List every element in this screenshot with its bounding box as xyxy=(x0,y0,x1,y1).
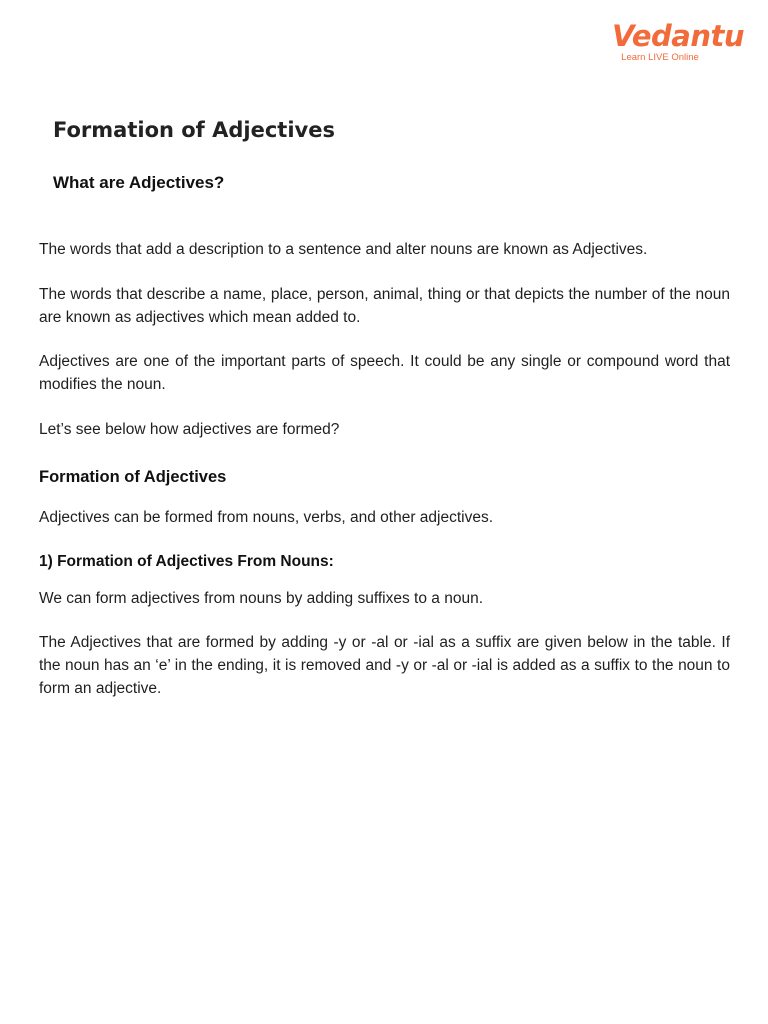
page-title: Formation of Adjectives xyxy=(53,118,335,142)
paragraph-parts-of-speech: Adjectives are one of the important parts of speech. It could be any single or compound word that modifies the noun. xyxy=(39,353,730,393)
paragraph-suffixes: We can form adjectives from nouns by adding suffixes to a noun. xyxy=(39,590,484,607)
paragraph-lets-see: Let’s see below how adjectives are formed? xyxy=(39,421,340,438)
page-subtitle: What are Adjectives? xyxy=(53,173,225,192)
logo-tagline: Learn LIVE Online xyxy=(621,52,699,63)
subsection-heading: 1) Formation of Adjectives From Nouns: xyxy=(39,553,334,570)
section-intro: Adjectives can be formed from nouns, verbs, and other adjectives. xyxy=(39,509,494,526)
vedantu-logo xyxy=(612,19,744,64)
paragraph-description: The words that describe a name, place, person, animal, thing or that depicts the number of the noun are known as adjectives which mean added to. xyxy=(39,286,730,326)
paragraph-table-intro: The Adjectives that are formed by adding -y or -al or -ial as a suffix are given below in the table. If the noun has an ‘e’ in the ending, it is removed and -y or -al or -ial is added as a suffix to the noun to form an adjective. xyxy=(39,634,730,697)
paragraph-definition: The words that add a description to a sentence and alter nouns are known as Adjectives. xyxy=(39,241,648,258)
section-heading: Formation of Adjectives xyxy=(39,468,227,486)
logo-wordmark: Vedantu xyxy=(612,19,744,53)
